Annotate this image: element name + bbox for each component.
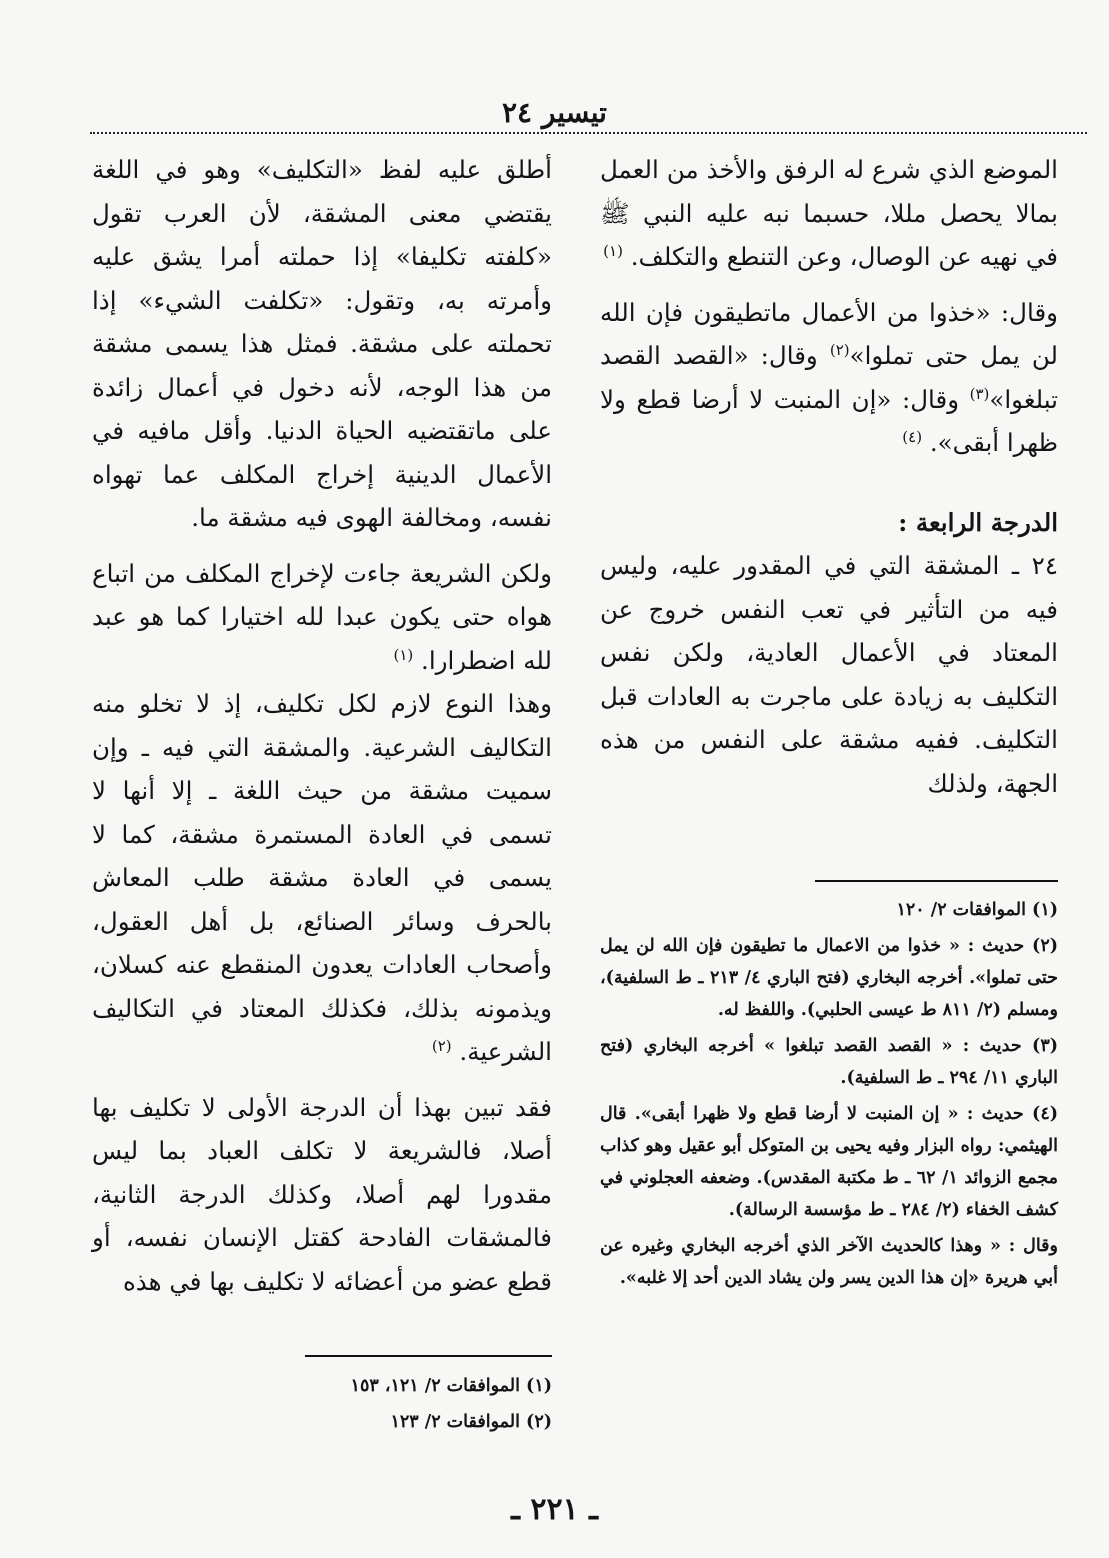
header-dotted-rule [90,132,1087,134]
section-heading: الدرجة الرابعة : [898,507,1058,537]
footnotes-right [600,894,1058,1298]
footnote-rule [815,880,1058,882]
left-paragraph-4: فقد تبين بهذا أن الدرجة الأولى لا تكليف بها أصلا، فالشريعة لا تكلف العباد بما ليس مقدورا لهم أصلا، وكذلك الدرجة الثانية، فالمشقات الفادحة كقتل الإنسان نفسه، أو قطع عضو من أعضائه لا تكليف بها في هذه [92,1092,552,1296]
right-paragraph-2-text-b: وقال: «القصد القصد تبلغوا» [600,341,1058,414]
footnote: (٢) حديث : « خذوا من الاعمال ما تطيقون فإن الله لن يمل حتى تملوا». أخرجه البخاري (فتح الباري ٤/ ٢١٣ ـ ط السلفية)، ومسلم (٢/ ٨١١ ط عيسى الحلبي). واللفظ له. [600,936,1058,1020]
footnotes-left [300,1370,552,1442]
footnote: (٢) الموافقات ٢/ ١٢٣ [390,1412,552,1432]
footnote-ref: (١) [393,645,414,664]
footnote-ref: (١) [603,241,623,260]
footnote: (٣) حديث : « القصد القصد تبلغوا » أخرجه البخاري (فتح الباري ١١/ ٢٩٤ ـ ط السلفية). [600,1036,1058,1088]
footnote-ref: (٢) [431,1036,452,1055]
right-paragraph-2-text-c: وقال: «إن المنبت لا أرضا قطع ولا ظهرا أبقى». [600,384,1058,457]
right-paragraph-1 [600,148,1058,279]
right-paragraph-2 [600,291,1058,465]
footnote: (١) الموافقات ٢/ ١٢١، ١٥٣ [350,1376,552,1396]
left-column [92,148,552,1303]
footnote: وقال : « وهذا كالحديث الآخر الذي أخرجه البخاري وغيره عن أبي هريرة «إن هذا الدين يسر ولن يشاد الدين أحد إلا غلبه». [600,1236,1058,1288]
right-column [600,148,1058,805]
footnote-ref: (٢) [829,340,850,359]
left-paragraph-2 [92,552,552,683]
right-paragraph-3: ٢٤ ـ المشقة التي في المقدور عليه، وليس فيه من التأثير في تعب النفس خروج عن المعتاد في الأعمال العادية، ولكن نفس التكليف به زيادة على ماجرت به العادات قبل التكليف. ففيه مشقة على النفس من هذه الجهة، ولذلك [600,551,1058,798]
left-paragraph-3 [92,682,552,1074]
right-paragraph-1-text: الموضع الذي شرع له الرفق والأخذ من العمل بمالا يحصل مللا، حسبما نبه عليه النبي ﷺ في نهيه عن الوصال، وعن التنطع والتكلف. [600,155,1058,271]
left-paragraph-1: أطلق عليه لفظ «التكليف» وهو في اللغة يقتضي معنى المشقة، لأن العرب تقول «كلفته تكليفا» إذا حملته أمرا يشق عليه وأمرته به، وتقول: «تكلفت الشيء» إذا تحملته على مشقة. فمثل هذا يسمى مشقة من هذا الوجه، لأنه دخول في أعمال زائدة على ماتقتضيه الحياة الدنيا. وأقل مافيه في الأعمال الدينية إخراج المكلف عما تهواه نفسه، ومخالفة الهوى فيه مشقة ما. [92,155,552,532]
left-paragraph-3-text: وهذا النوع لازم لكل تكليف، إذ لا تخلو منه التكاليف الشرعية. والمشقة التي فيه ـ وإن سميت مشقة من حيث اللغة ـ إلا أنها لا تسمى في العادة المستمرة مشقة، كما لا يسمى في العادة مشقة طلب المعاش بالحرف وسائر الصنائع، بل أهل العقول، وأصحاب العادات يعدون المنقطع عنه كسلان، ويذمونه بذلك، فكذلك المعتاد في التكاليف الشرعية. [92,689,552,1066]
footnote-ref: (٤) [902,427,923,446]
footnote-rule [305,1355,552,1357]
right-paragraph-2-text-a: وقال: «خذوا من الأعمال ماتطيقون فإن الله لن يمل حتى تملوا» [600,297,1058,370]
left-paragraph-2-text: ولكن الشريعة جاءت لإخراج المكلف من اتباع هواه حتى يكون عبدا لله اختيارا كما هو عبد لله اضطرارا. [92,558,552,675]
page-number: ـ ٢٢١ ـ [511,1492,598,1527]
footnote: (١) الموافقات ٢/ ١٢٠ [896,900,1058,920]
footnote-ref: (٣) [969,384,990,403]
footnote: (٤) حديث : « إن المنبت لا أرضا قطع ولا ظهرا أبقى». قال الهيثمي: رواه البزار وفيه يحيى بن المتوكل أبو عقيل وهو كذاب مجمع الزوائد ١/ ٦٢ ـ ط مكتبة المقدس). وضعفه العجلوني في كشف الخفاء (٢/ ٢٨٤ ـ ط مؤسسة الرسالة). [600,1104,1058,1220]
running-header: تيسير ٢٤ [502,96,607,129]
